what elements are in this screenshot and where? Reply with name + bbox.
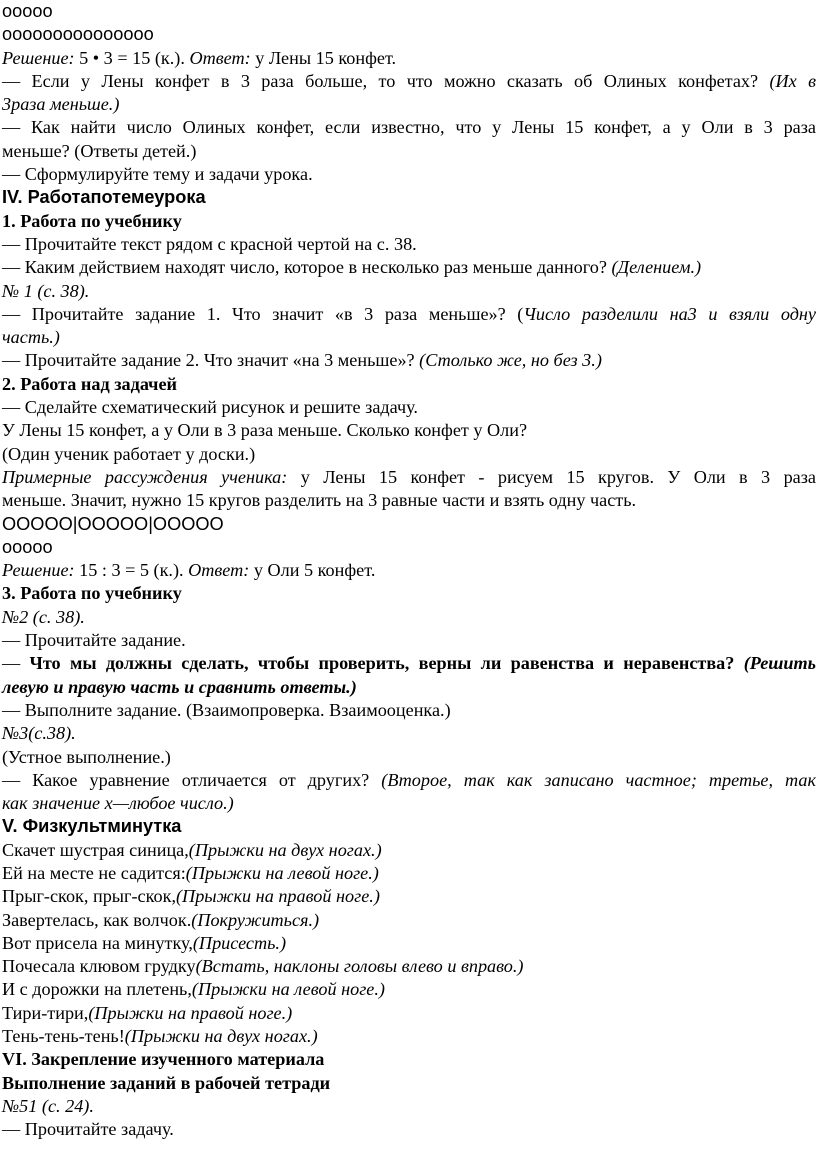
text-segment: (Прыжки на левой ноге.) (185, 862, 379, 883)
text-segment: 3. Работа по учебнику (2, 583, 182, 604)
text-segment: (Покружиться.) (191, 909, 320, 930)
text-segment: (Прыжки на правой ноге.) (176, 886, 380, 907)
text-segment: Что мы должны сделать, чтобы проверить, верны ли равенства и неравенства? (29, 653, 735, 674)
text-segment: (Устное выполнение.) (2, 746, 171, 767)
text-line (2, 676, 816, 699)
text-segment: Ответ: (188, 560, 250, 581)
text-segment: ооооо (2, 536, 53, 557)
text-line (2, 0, 816, 23)
text-segment: — Прочитайте задание 2. Что значит «на 3 меньше»? (2, 350, 420, 371)
text-line (2, 233, 816, 256)
text-line (2, 722, 816, 745)
text-line (2, 792, 816, 815)
text-segment: ООООО|ООООО|ООООО (2, 513, 224, 534)
text-segment: Число разделили на3 и взяли одну (523, 303, 816, 324)
text-segment: (Решить (743, 653, 816, 674)
text-segment: ооооооооооооооо (2, 24, 154, 45)
text-segment: — Прочитайте текст рядом с красной чертой на с. 38. (2, 233, 417, 254)
text-line (2, 699, 816, 722)
text-line (2, 280, 816, 303)
text-segment: (Один ученик работает у доски.) (2, 443, 256, 464)
text-line (2, 373, 816, 396)
text-segment: у Лены 15 конфет - рисуем 15 кругов. У Оли в 3 раза (287, 466, 816, 487)
text-line (2, 629, 816, 652)
text-segment: (Прыжки на двух ногах.) (124, 1026, 318, 1047)
text-segment: часть.) (2, 327, 60, 348)
text-segment: 1. Работа по учебнику (2, 210, 182, 231)
text-segment: (Присесть.) (192, 932, 287, 953)
text-segment: (Встать, наклоны головы влево и вправо.) (195, 956, 524, 977)
text-line (2, 140, 816, 163)
text-segment: №3(с.38). (2, 723, 76, 744)
text-line (2, 349, 816, 372)
text-segment: как значение х—любое число.) (2, 793, 234, 814)
text-segment: Ей на месте не садится: (2, 862, 186, 883)
text-line (2, 746, 816, 769)
text-segment: — Прочитайте задание 1. Что значит «в 3 раза меньше»? ( (2, 303, 524, 324)
text-segment: у Лены 15 конфет. (250, 47, 397, 68)
text-line (2, 606, 816, 629)
text-segment: (Прыжки на двух ногах.) (188, 839, 382, 860)
text-segment: — Прочитайте задачу. (2, 1119, 174, 1140)
text-line (2, 885, 816, 908)
text-segment: V. Физкультминутка (2, 816, 182, 837)
text-segment: 15 : 3 = 5 (к.). (74, 560, 189, 581)
text-segment: (Прыжки на левой ноге.) (191, 979, 385, 1000)
text-line (2, 652, 816, 675)
text-segment: (Столько же, но без 3.) (419, 350, 602, 371)
text-line (2, 163, 816, 186)
text-segment: — Прочитайте задание. (2, 630, 186, 651)
text-segment: Прыг-скок, прыг-скок, (2, 886, 176, 907)
text-segment: — Какое уравнение отличается от других? (2, 769, 382, 790)
text-line (2, 23, 816, 46)
text-segment: Выполнение заданий в рабочей тетради (2, 1072, 331, 1093)
text-line (2, 769, 816, 792)
text-line (2, 1025, 816, 1048)
text-line (2, 303, 816, 326)
text-segment: Примерные рассуждения ученика: (2, 466, 288, 487)
text-line (2, 186, 816, 209)
text-line (2, 326, 816, 349)
text-segment: левую и правую часть и сравнить ответы.) (2, 676, 357, 697)
text-segment: Тири-тири, (2, 1002, 89, 1023)
text-line (2, 396, 816, 419)
text-line (2, 93, 816, 116)
text-line (2, 466, 816, 489)
text-segment: — Каким действием находят число, которое в несколько раз меньше данного? (2, 257, 612, 278)
text-line (2, 116, 816, 139)
text-segment: Почесала клювом грудку (2, 956, 196, 977)
text-segment: Решение: (2, 560, 75, 581)
text-line (2, 443, 816, 466)
text-line (2, 815, 816, 838)
text-line (2, 839, 816, 862)
text-segment: — Если у Лены конфет в 3 раза больше, то что можно сказать об Олиных конфетах? (2, 70, 770, 91)
text-line (2, 862, 816, 885)
text-segment: 5 • 3 = 15 (к.). (74, 47, 190, 68)
text-segment: Скачет шустрая синица, (2, 839, 189, 860)
text-segment: ооооо (2, 1, 53, 21)
text-segment: Завертелась, как волчок. (2, 909, 192, 930)
text-line (2, 47, 816, 70)
text-segment: — Сформулируйте тему и задачи урока. (2, 164, 313, 185)
text-segment: 2. Работа над задачей (2, 373, 177, 394)
text-segment: (Делением.) (611, 257, 702, 278)
text-segment: Тень-тень-тень! (2, 1026, 125, 1047)
text-line (2, 70, 816, 93)
text-segment: меньше? (Ответы детей.) (2, 140, 197, 161)
text-line (2, 210, 816, 233)
text-segment: VI. Закрепление изученного материала (2, 1049, 325, 1070)
text-segment: № 1 (с. 38). (2, 280, 90, 301)
text-segment: меньше. Значит, нужно 15 кругов разделить на 3 равные части и взять одну часть. (2, 490, 637, 511)
text-line (2, 932, 816, 955)
text-segment: №51 (с. 24). (2, 1095, 94, 1116)
text-line (2, 513, 816, 536)
text-line (2, 256, 816, 279)
text-line (2, 1072, 816, 1095)
text-segment: 3раза меньше.) (2, 94, 120, 115)
text-segment: — Выполните задание. (Взаимопроверка. Взаимооценка.) (2, 699, 451, 720)
text-line (2, 1048, 816, 1071)
text-segment: — Как найти число Олиных конфет, если известно, что у Лены 15 конфет, а у Оли в 3 раза (2, 117, 816, 138)
text-segment: №2 (с. 38). (2, 606, 85, 627)
text-segment (734, 653, 743, 673)
text-segment: — (2, 653, 30, 674)
text-segment: (Прыжки на правой ноге.) (88, 1002, 293, 1023)
text-segment: И с дорожки на плетень, (2, 979, 192, 1000)
text-segment: IV. Работапотемеурока (2, 187, 206, 208)
text-line (2, 955, 816, 978)
text-line (2, 559, 816, 582)
text-line (2, 536, 816, 559)
text-segment: у Оли 5 конфет. (249, 560, 376, 581)
text-segment: Решение: (2, 47, 75, 68)
text-segment: У Лены 15 конфет, а у Оли в 3 раза меньше. Сколько конфет у Оли? (2, 420, 528, 441)
text-segment: Вот присела на минутку, (2, 932, 193, 953)
text-line (2, 1095, 816, 1118)
text-line (2, 1118, 816, 1141)
text-line (2, 489, 816, 512)
text-segment: — Сделайте схематический рисунок и решите задачу. (2, 397, 418, 418)
text-segment: (Их в (769, 70, 816, 91)
text-segment: (Второе, так как записано частное; третье, так (381, 769, 816, 790)
text-segment: Ответ: (189, 47, 251, 68)
text-line (2, 978, 816, 1001)
text-line (2, 582, 816, 605)
text-line (2, 909, 816, 932)
text-line (2, 1002, 816, 1025)
text-line (2, 419, 816, 442)
